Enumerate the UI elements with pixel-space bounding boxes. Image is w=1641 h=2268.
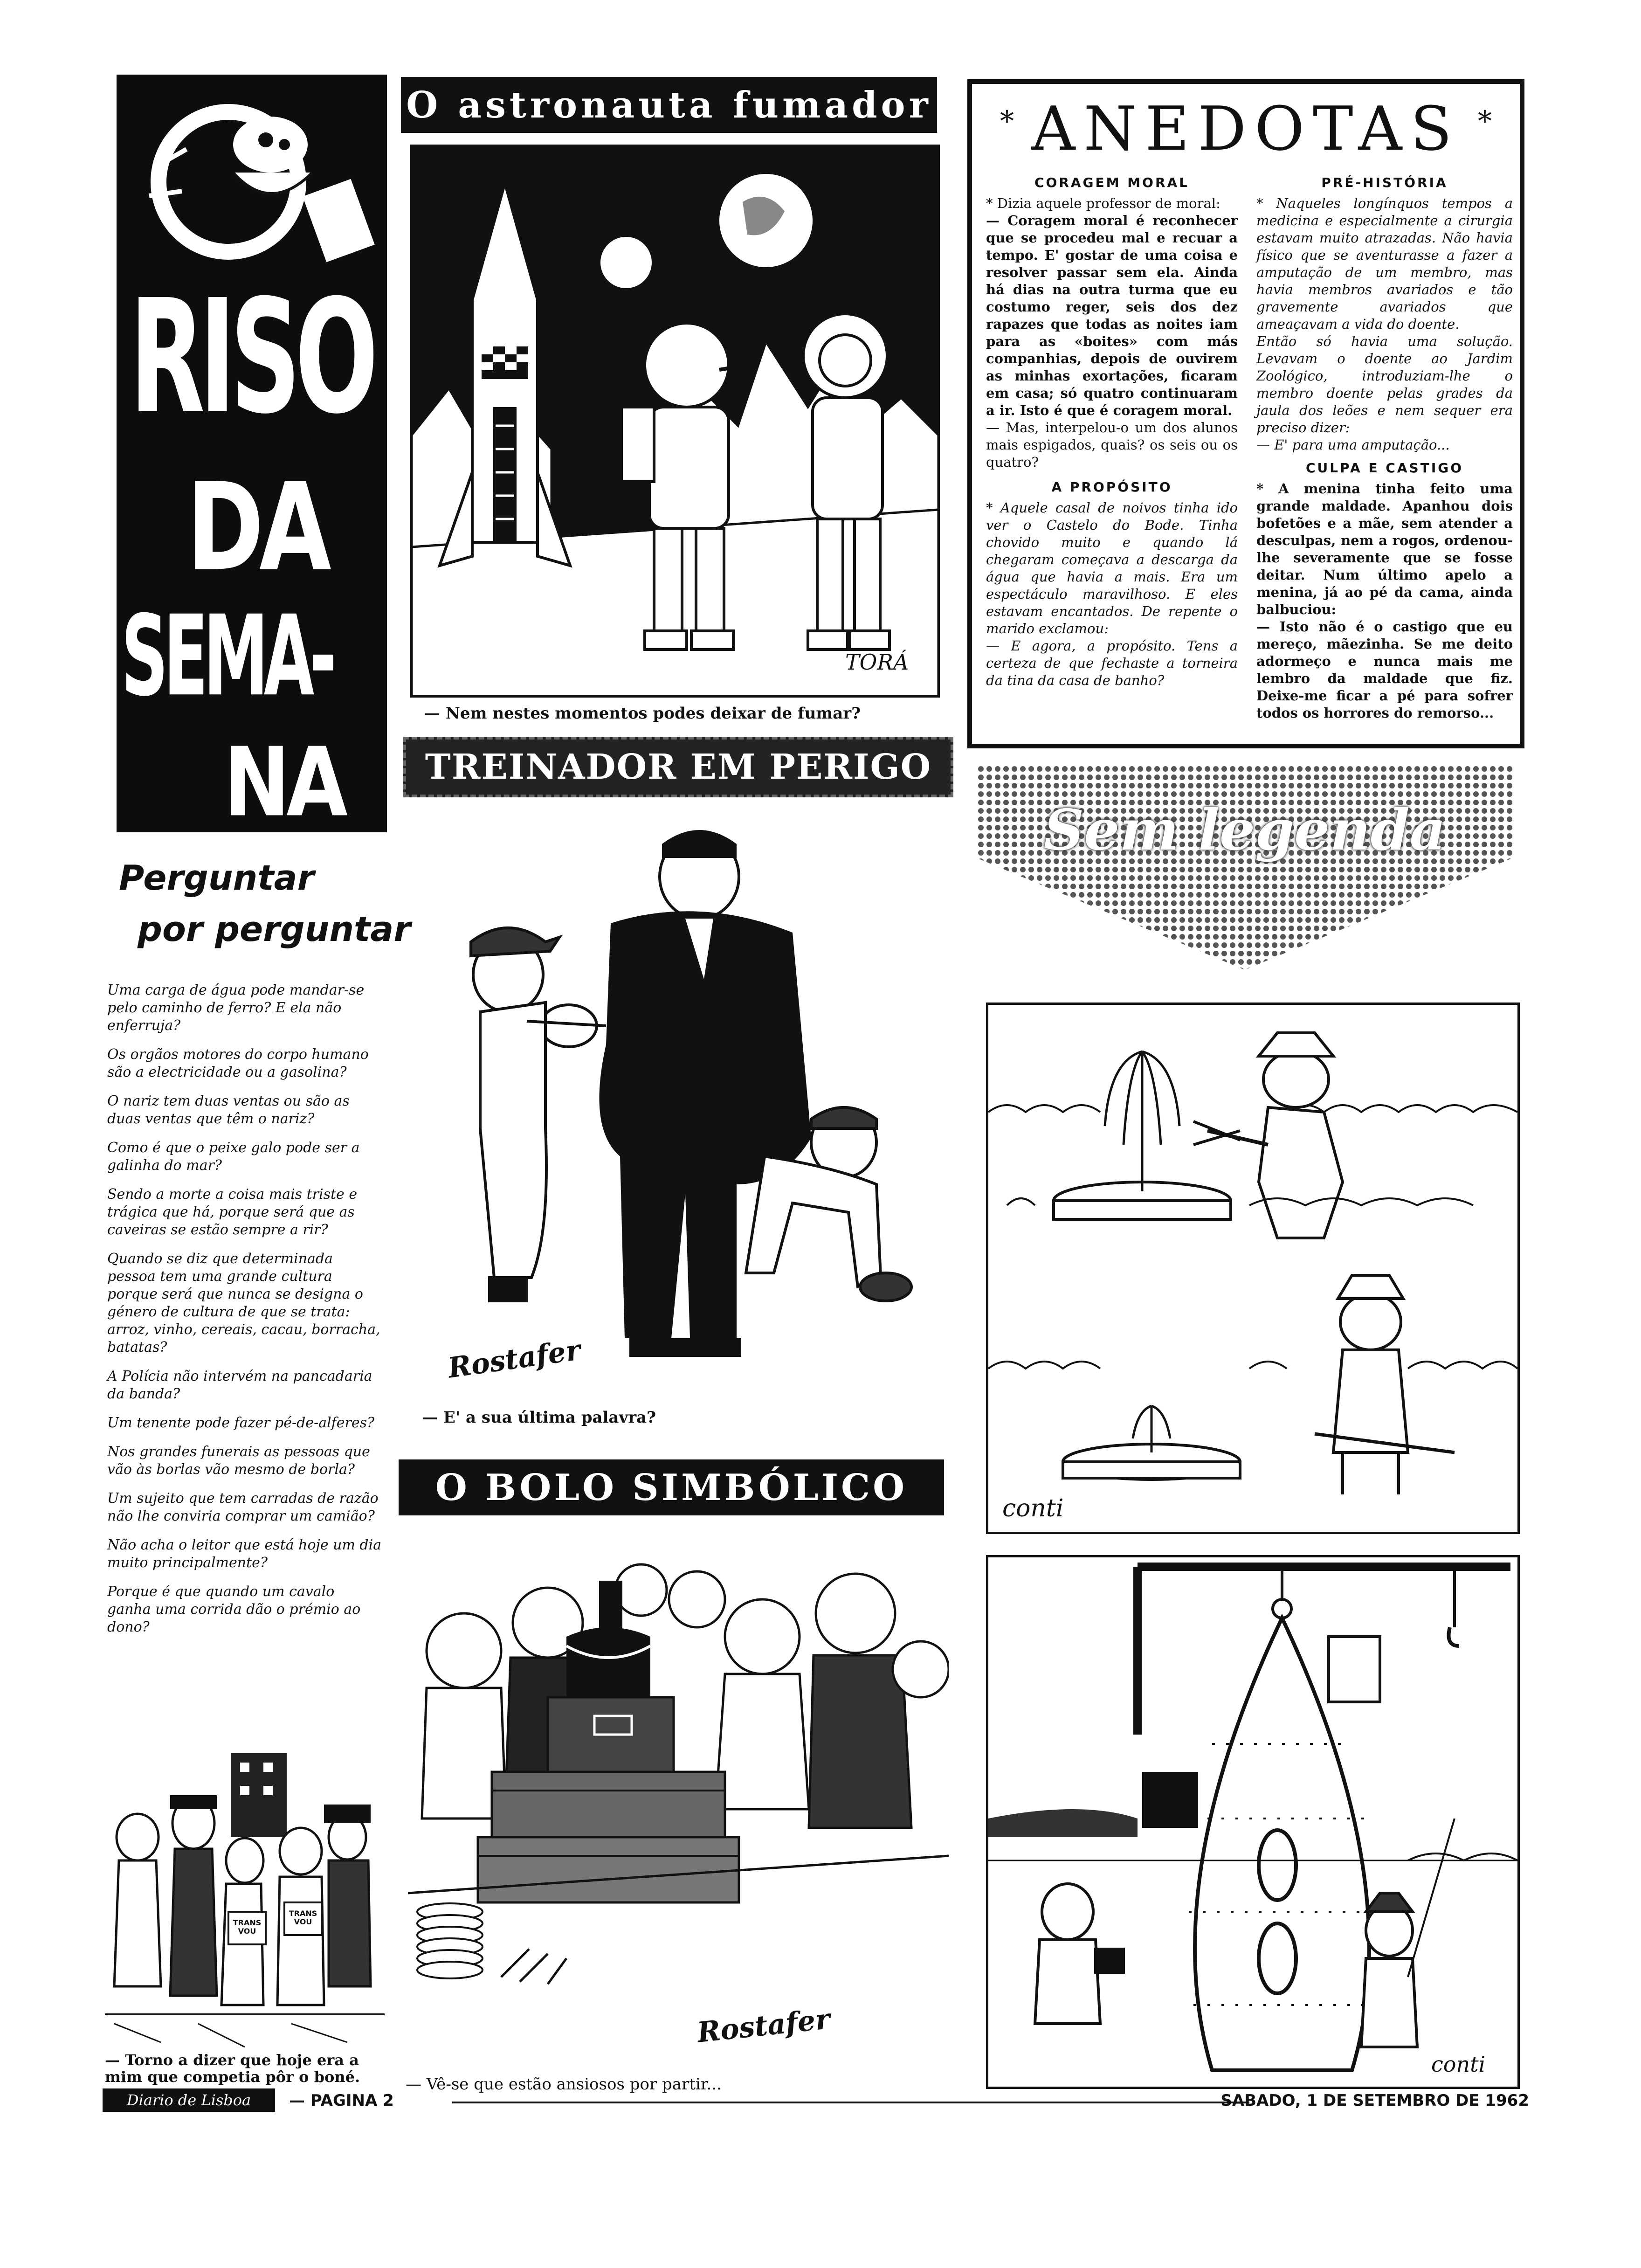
bolo-signature: Rostafer [696, 2003, 832, 2049]
question-item: Os orgãos motores do corpo humano são a electricidade ou a gasolina? [107, 1046, 369, 1080]
sign-text: TRANS VOU [233, 1918, 262, 1936]
anecdote-heading: PRÉ-HISTÓRIA [1321, 175, 1448, 190]
perguntar-title-line2: por perguntar [138, 909, 411, 949]
anecdote-paragraph: * Dizia aquele professor de moral: [986, 195, 1220, 211]
question-item: Um sujeito que tem carradas de razão não lhe conviria comprar um camião? [107, 1490, 379, 1524]
masthead-word-sema: SEMA- [121, 592, 332, 722]
anedotas-right-column [1256, 170, 1513, 722]
masthead-word-riso: RISO [130, 266, 373, 449]
question-item: Não acha o leitor que está hoje um dia muito principalmente? [107, 1537, 382, 1571]
anedotas-left-column [986, 170, 1238, 689]
sad-gardener-icon [1315, 1275, 1455, 1494]
astronauta-signature: TORÁ [845, 650, 909, 675]
rocket-cartoon-panel [986, 1555, 1520, 2089]
treinador-title: TREINADOR EM PERIGO [403, 737, 953, 797]
anecdote-paragraph: * A menina tinha feito uma grande maldade. Apanhou dois bofetões e a mãe, sem atender a desculpas, nem a rogos, ordenou-lhe severamente que se fosse deitar. Num último apelo a menina, já ao pé da cama, ainda balbuciou: [1256, 481, 1513, 617]
anecdote-heading: A PROPÓSITO [1051, 479, 1172, 495]
photographer-icon [1035, 1884, 1124, 2024]
masthead-word-da: DA [186, 457, 327, 598]
anedotas-star-right-icon: * [1478, 105, 1492, 138]
question-item: Quando se diz que determinada pessoa tem uma grande cultura porque será que nunca se designa o género de cultura de que se trata: arroz, vinho, cereais, cacau, borracha, batatas? [107, 1251, 380, 1355]
anecdote-paragraph: Então só havia uma solução. Levavam o doente ao Jardim Zoológico, introduziam-lhe o membro doente pelas grades da jaula dos leões e nem sequer era preciso dizer: [1256, 333, 1513, 436]
bolo-cartoon [408, 1529, 949, 2070]
perguntar-title-line1: Perguntar [119, 858, 315, 898]
anedotas-title: ANEDOTAS [1031, 93, 1461, 164]
rocket-signature: conti [1431, 2052, 1486, 2077]
pitcher-player-icon [471, 928, 606, 1301]
footer-paper-name: Diario de Lisboa [103, 2088, 275, 2112]
rocket-icon [1142, 1618, 1380, 2070]
treinador-caption: — E' a sua última palavra? [422, 1408, 656, 1427]
anecdote-heading: CULPA E CASTIGO [1305, 460, 1464, 476]
question-item: Um tenente pode fazer pé-de-alferes? [107, 1415, 375, 1431]
bolo-title: O BOLO SIMBÓLICO [399, 1459, 944, 1515]
sem-legenda-title: Sem legenda [1043, 797, 1446, 863]
coach-icon [599, 830, 811, 1357]
small-fountain-icon [1063, 1406, 1240, 1480]
anecdote-paragraph: * Naqueles longínquos tempos a medicina e especialmente a cirurgia estavam muito atrazadas. Não havia físico que se aventurasse a fazer a amputação de um membro, mas havia membros avariados e tão gravemente avariados que ameaçavam a vida do doente. [1256, 195, 1513, 332]
masthead-o-riso-da-semana [117, 75, 387, 832]
footer-date: SABADO, 1 DE SETEMBRO DE 1962 [1220, 2091, 1529, 2110]
anecdote-paragraph: — E agora, a propósito. Tens a certeza de que fechaste a torneira da tina da casa de banho? [986, 638, 1238, 688]
rocket-icon [440, 183, 570, 566]
astronauta-title: O astronauta fumador [401, 77, 937, 133]
question-item: O nariz tem duas ventas ou são as duas ventas que têm o nariz? [107, 1093, 350, 1127]
question-item: Nos grandes funerais as pessoas que vão às borlas vão mesmo de borla? [107, 1444, 370, 1478]
anecdote-paragraph: * Aquele casal de noivos tinha ido ver o Castelo do Bode. Tinha chovido muito e quando lá chegaram começava a descarga da água que havia a mais. Era um espectáculo maravilhoso. E eles estavam encantados. De repente o marido exclamou: [986, 500, 1238, 636]
question-item: Como é que o peixe galo pode ser a galinha do mar? [107, 1140, 360, 1174]
question-item: Porque é que quando um cavalo ganha uma corrida dão o prémio ao dono? [107, 1583, 361, 1635]
plates-stack-icon [417, 1903, 483, 1978]
masthead-word-na: NA [224, 727, 344, 832]
treinador-signature: Rostafer [446, 1334, 583, 1385]
anedotas-star-left-icon: * [1000, 105, 1014, 138]
perguntar-question-list [107, 982, 382, 1647]
question-item: A Polícia não intervém na pancadaria da banda? [107, 1368, 372, 1402]
bolo-caption: — Vê-se que estão ansiosos por partir... [406, 2075, 722, 2094]
astronauta-cartoon [410, 145, 940, 698]
fountain-signature: conti [1002, 1494, 1064, 1522]
footer-rule [452, 2102, 1249, 2103]
anecdote-paragraph: — E' para uma amputação... [1256, 437, 1450, 453]
sem-legenda-banner [977, 765, 1513, 970]
policemen-caption: — Torno a dizer que hoje era a mim que competia pôr o boné. [105, 2051, 360, 2086]
fountain-cartoon-panel [986, 1003, 1520, 1534]
anecdote-paragraph: — Isto não é o castigo que eu mereço, mãezinha. Se me deito adormeço e nunca mais me lembro da maldade que fiz. Deixe-me ficar a pé para sofrer todos os horrores do remorso... [1256, 619, 1513, 721]
footer-page-number: — PAGINA 2 [289, 2091, 394, 2110]
fountain-icon [1054, 1051, 1231, 1219]
treinador-cartoon [410, 802, 946, 1404]
policemen-cartoon [105, 1744, 385, 2052]
anecdote-paragraph: — Coragem moral é reconhecer que se procedeu mal e recuar a tempo. E' gostar de uma coisa e resolver passar sem ela. Ainda há dias na outra turma que eu costumo reger, seis dos dez rapazes que todas as noites iam para as «boites» com más companhias, depois de ouvirem as minhas exortações, ficaram em casa; só quatro continuaram a ir. Isto é que é coragem moral. [986, 213, 1238, 418]
anecdote-heading: CORAGEM MORAL [1034, 175, 1190, 190]
anecdote-paragraph: — Mas, interpelou-o um dos alunos mais espigados, quais? os seis ou os quatro? [986, 420, 1238, 470]
sign-text: TRANS VOU [289, 1909, 317, 1926]
astronauta-caption: — Nem nestes momentos podes deixar de fumar? [424, 704, 861, 723]
question-item: Uma carga de água pode mandar-se pelo caminho de ferro? E ela não enferruja? [107, 982, 365, 1034]
footer [103, 2087, 1529, 2119]
anedotas-box [967, 79, 1524, 748]
question-item: Sendo a morte a coisa mais triste e trágica que há, porque será que as caveiras se estão sempre a rir? [107, 1186, 358, 1238]
